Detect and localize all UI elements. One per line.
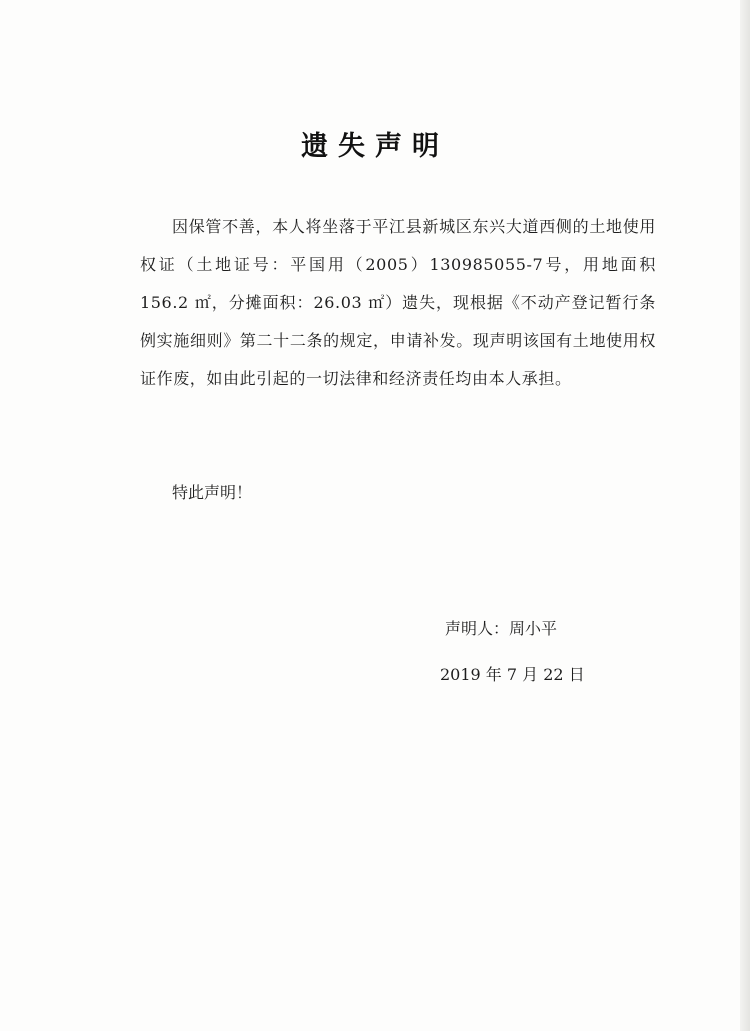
statement-paragraph: 因保管不善，本人将坐落于平江县新城区东兴大道西侧的土地使用权证（土地证号：平国用（2005）130985055-7号，用地面积 156.2 ㎡，分摊面积：26.03 ㎡）遗失，现根据《不动产登记暂行条例实施细则》第二十二条的规定，申请补发。现声明该国有土地使用权证作废，如由此引起的一切法律和经济责任均由本人承担。	[140, 217, 656, 388]
signer-label: 声明人：	[445, 619, 510, 638]
document-title: 遗失声明	[301, 131, 449, 162]
statement-body	[140, 208, 656, 398]
statement-date: 2019 年 7 月 22 日	[440, 665, 585, 684]
signer-name: 周小平	[509, 619, 558, 638]
closing-line: 特此声明！	[172, 483, 253, 502]
signer-line	[445, 610, 557, 648]
